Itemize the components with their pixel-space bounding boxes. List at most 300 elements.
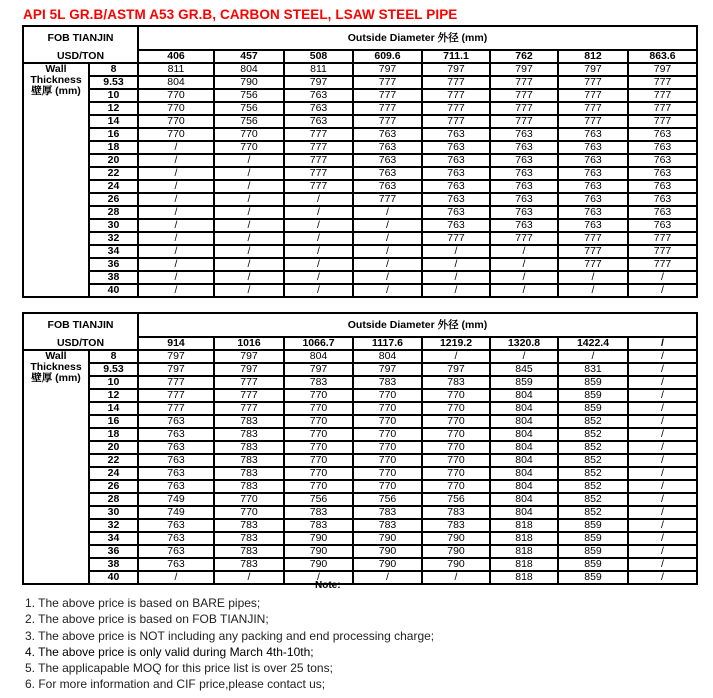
wall-thickness-value: 26 (89, 193, 138, 206)
price-cell: 783 (214, 467, 284, 480)
price-cell: 770 (214, 141, 284, 154)
price-cell: 763 (138, 519, 214, 532)
price-cell: / (353, 571, 422, 584)
price-cell: 763 (628, 193, 697, 206)
price-cell: 756 (284, 493, 353, 506)
diameter-header: 1422.4 (558, 337, 628, 350)
price-cell: 797 (214, 363, 284, 376)
price-cell: 797 (353, 363, 422, 376)
price-cell: 763 (138, 454, 214, 467)
wall-thickness-value: 10 (89, 89, 138, 102)
table-row (23, 376, 697, 389)
price-cell: 783 (214, 441, 284, 454)
table-row (23, 180, 697, 193)
price-cell: 790 (284, 558, 353, 571)
price-cell: / (138, 180, 214, 193)
price-cell: 777 (558, 258, 628, 271)
wall-thickness-value: 36 (89, 258, 138, 271)
price-cell: 818 (490, 558, 558, 571)
table-row (23, 571, 697, 584)
price-cell: 783 (422, 376, 490, 389)
price-cell: 770 (214, 506, 284, 519)
price-cell: 763 (490, 180, 558, 193)
price-cell: 783 (284, 376, 353, 389)
price-cell: / (214, 571, 284, 584)
price-cell: / (214, 284, 284, 297)
table-row (23, 363, 697, 376)
table-row (23, 206, 697, 219)
price-cell: / (138, 271, 214, 284)
price-cell: 811 (138, 63, 214, 76)
price-cell: / (284, 245, 353, 258)
price-cell: 749 (138, 493, 214, 506)
table-row (23, 219, 697, 232)
price-cell: 763 (422, 206, 490, 219)
price-cell: / (628, 441, 697, 454)
price-cell: 790 (353, 545, 422, 558)
wall-thickness-value: 24 (89, 180, 138, 193)
diameter-header: 609.6 (353, 50, 422, 63)
price-cell: 763 (284, 89, 353, 102)
wall-thickness-value: 40 (89, 284, 138, 297)
price-cell: 790 (284, 545, 353, 558)
price-cell: 763 (353, 141, 422, 154)
price-cell: 777 (138, 402, 214, 415)
price-cell: 783 (353, 506, 422, 519)
price-cell: / (490, 258, 558, 271)
price-cell: 777 (422, 89, 490, 102)
table-row (23, 271, 697, 284)
table-row (23, 506, 697, 519)
price-cell: 763 (490, 141, 558, 154)
table-row (23, 558, 697, 571)
price-cell: 770 (422, 467, 490, 480)
price-cell: / (628, 376, 697, 389)
price-cell: 797 (628, 63, 697, 76)
price-cell: 783 (214, 545, 284, 558)
table-row (23, 193, 697, 206)
price-cell: 763 (558, 219, 628, 232)
diameter-header: 914 (138, 337, 214, 350)
wall-thickness-value: 24 (89, 467, 138, 480)
wall-thickness-label-line: Wall (45, 63, 67, 75)
price-table-1 (22, 25, 698, 298)
price-cell: 790 (422, 532, 490, 545)
price-cell: / (422, 245, 490, 258)
note-item: 2. The above price is based on FOB TIANJIN; (25, 612, 269, 627)
currency-label: USD/TON (23, 50, 138, 63)
table-row (23, 284, 697, 297)
price-table-2 (22, 312, 698, 585)
price-cell: 783 (214, 558, 284, 571)
diameter-header: 406 (138, 50, 214, 63)
price-cell: 770 (422, 415, 490, 428)
price-cell: 777 (490, 76, 558, 89)
price-cell: 763 (422, 193, 490, 206)
price-cell: / (628, 271, 697, 284)
wall-thickness-value: 16 (89, 128, 138, 141)
table-row (23, 258, 697, 271)
price-cell: 777 (284, 141, 353, 154)
wall-thickness-value: 32 (89, 232, 138, 245)
price-cell: 770 (214, 128, 284, 141)
price-cell: 777 (490, 232, 558, 245)
price-cell: 790 (353, 532, 422, 545)
price-cell: 859 (558, 402, 628, 415)
price-cell: 777 (353, 193, 422, 206)
price-cell: 763 (490, 206, 558, 219)
price-cell: / (490, 284, 558, 297)
document-title: API 5L GR.B/ASTM A53 GR.B, CARBON STEEL, LSAW STEEL PIPE (23, 7, 458, 22)
price-cell: / (284, 284, 353, 297)
price-cell: 777 (284, 154, 353, 167)
note-item: 5. The applicapable MOQ for this price list is over 25 tons; (25, 661, 333, 676)
price-cell: 783 (214, 480, 284, 493)
wall-thickness-label-line: Thickness (30, 361, 82, 373)
price-cell: 777 (628, 76, 697, 89)
price-cell: 783 (284, 506, 353, 519)
wall-thickness-label (23, 350, 89, 584)
price-cell: 763 (628, 219, 697, 232)
table-row (23, 245, 697, 258)
price-cell: 763 (353, 128, 422, 141)
note-item: 6. For more information and CIF price,please contact us; (25, 677, 326, 692)
wall-thickness-label-line: 壁厚 (mm) (31, 85, 81, 97)
price-cell: 777 (558, 115, 628, 128)
price-cell: 756 (422, 493, 490, 506)
fob-label: FOB TIANJIN (23, 313, 138, 337)
table-row (23, 519, 697, 532)
diameter-header: 1016 (214, 337, 284, 350)
diameter-header: 812 (558, 50, 628, 63)
table-row (23, 467, 697, 480)
table-row (23, 102, 697, 115)
price-cell: 804 (490, 402, 558, 415)
price-cell: 804 (490, 467, 558, 480)
price-cell: / (138, 219, 214, 232)
price-cell: / (628, 284, 697, 297)
price-cell: 852 (558, 467, 628, 480)
price-cell: 783 (214, 428, 284, 441)
price-cell: / (214, 232, 284, 245)
outside-diameter-label: Outside Diameter 外径 (mm) (138, 313, 697, 337)
price-cell: 797 (558, 63, 628, 76)
price-cell: / (284, 219, 353, 232)
note-item: 4. The above price is only valid during March 4th-10th; (25, 644, 314, 659)
price-cell: / (422, 571, 490, 584)
header-row (23, 313, 697, 337)
price-cell: 852 (558, 441, 628, 454)
wall-thickness-value: 12 (89, 102, 138, 115)
price-cell: 777 (353, 115, 422, 128)
price-cell: 859 (558, 532, 628, 545)
wall-thickness-value: 18 (89, 428, 138, 441)
wall-thickness-value: 16 (89, 415, 138, 428)
price-cell: 770 (284, 467, 353, 480)
note-item: 1. The above price is based on BARE pipes; (25, 596, 261, 610)
wall-thickness-value: 34 (89, 532, 138, 545)
price-cell: 763 (353, 180, 422, 193)
table-row (23, 154, 697, 167)
price-cell: / (422, 271, 490, 284)
price-cell: 777 (214, 402, 284, 415)
price-cell: 749 (138, 506, 214, 519)
price-cell: / (628, 467, 697, 480)
price-cell: 804 (138, 76, 214, 89)
diameter-header: 1117.6 (353, 337, 422, 350)
price-cell: 804 (490, 389, 558, 402)
wall-thickness-value: 30 (89, 506, 138, 519)
wall-thickness-value: 9.53 (89, 363, 138, 376)
price-cell: / (214, 180, 284, 193)
price-cell: / (214, 219, 284, 232)
table-row (23, 532, 697, 545)
price-cell: 852 (558, 493, 628, 506)
price-cell: 804 (490, 441, 558, 454)
price-cell: 797 (422, 63, 490, 76)
table-row (23, 493, 697, 506)
table-row (23, 76, 697, 89)
price-cell: / (214, 167, 284, 180)
price-cell: 804 (214, 63, 284, 76)
price-cell: 770 (353, 480, 422, 493)
table-row (23, 441, 697, 454)
price-cell: 797 (284, 76, 353, 89)
table-row (23, 141, 697, 154)
price-cell: 770 (284, 454, 353, 467)
price-cell: 852 (558, 428, 628, 441)
price-cell: / (138, 284, 214, 297)
price-cell: 804 (490, 415, 558, 428)
wall-thickness-value: 8 (89, 350, 138, 363)
price-cell: 763 (138, 532, 214, 545)
price-cell: / (628, 389, 697, 402)
price-cell: 777 (558, 102, 628, 115)
wall-thickness-value: 10 (89, 376, 138, 389)
price-cell: 852 (558, 480, 628, 493)
price-cell: 770 (138, 115, 214, 128)
price-cell: / (214, 258, 284, 271)
price-cell: 804 (353, 350, 422, 363)
price-cell: 804 (490, 506, 558, 519)
price-cell: 763 (558, 141, 628, 154)
price-cell: / (284, 206, 353, 219)
wall-thickness-value: 20 (89, 441, 138, 454)
wall-thickness-value: 12 (89, 389, 138, 402)
price-cell: 763 (558, 206, 628, 219)
price-cell: 777 (353, 76, 422, 89)
price-cell: 763 (628, 154, 697, 167)
price-cell: 763 (558, 180, 628, 193)
table-row (23, 545, 697, 558)
price-cell: 783 (214, 415, 284, 428)
price-cell: 777 (490, 89, 558, 102)
price-cell: 770 (353, 428, 422, 441)
price-cell: / (628, 363, 697, 376)
table-row (23, 428, 697, 441)
wall-thickness-value: 38 (89, 558, 138, 571)
price-cell: / (353, 258, 422, 271)
price-cell: 763 (422, 180, 490, 193)
price-cell: 770 (284, 480, 353, 493)
price-cell: 770 (353, 467, 422, 480)
diameter-header: 1320.8 (490, 337, 558, 350)
price-cell: 777 (284, 180, 353, 193)
price-cell: 763 (353, 167, 422, 180)
price-cell: 790 (284, 532, 353, 545)
price-cell: 763 (628, 180, 697, 193)
price-cell: 777 (628, 102, 697, 115)
price-cell: 763 (138, 415, 214, 428)
price-cell: 777 (422, 115, 490, 128)
price-cell: / (138, 206, 214, 219)
price-cell: / (422, 258, 490, 271)
price-cell: 777 (628, 115, 697, 128)
wall-thickness-label-line: Wall (45, 350, 67, 362)
table-row (23, 63, 697, 76)
price-cell: / (138, 167, 214, 180)
price-cell: 859 (490, 376, 558, 389)
price-cell: / (138, 245, 214, 258)
price-cell: 770 (284, 389, 353, 402)
table-row (23, 115, 697, 128)
wall-thickness-value: 14 (89, 402, 138, 415)
price-cell: 763 (422, 128, 490, 141)
price-cell: 783 (284, 519, 353, 532)
price-cell: 763 (138, 480, 214, 493)
price-cell: / (138, 258, 214, 271)
price-cell: / (490, 271, 558, 284)
price-cell: 763 (490, 167, 558, 180)
price-cell: 859 (558, 389, 628, 402)
price-cell: 756 (214, 89, 284, 102)
price-cell: 770 (422, 389, 490, 402)
price-cell: 797 (284, 363, 353, 376)
price-cell: 859 (558, 571, 628, 584)
wall-thickness-value: 34 (89, 245, 138, 258)
price-cell: 770 (284, 441, 353, 454)
price-cell: 770 (422, 454, 490, 467)
price-cell: 790 (353, 558, 422, 571)
price-cell: 797 (353, 63, 422, 76)
wall-thickness-label-line: Thickness (30, 74, 82, 86)
price-cell: 763 (353, 154, 422, 167)
price-cell: 770 (138, 128, 214, 141)
price-cell: 763 (284, 115, 353, 128)
price-cell: 763 (138, 545, 214, 558)
price-cell: / (628, 480, 697, 493)
price-cell: 797 (138, 350, 214, 363)
price-cell: 783 (353, 376, 422, 389)
price-cell: / (558, 271, 628, 284)
diameter-header: 1219.2 (422, 337, 490, 350)
price-cell: 763 (138, 558, 214, 571)
price-cell: 777 (353, 89, 422, 102)
outside-diameter-label: Outside Diameter 外径 (mm) (138, 26, 697, 50)
price-cell: 783 (214, 519, 284, 532)
price-cell: 763 (422, 219, 490, 232)
price-cell: / (214, 271, 284, 284)
price-cell: 790 (214, 76, 284, 89)
price-cell: 770 (284, 428, 353, 441)
price-cell: 818 (490, 532, 558, 545)
price-cell: 818 (490, 545, 558, 558)
price-cell: 777 (558, 89, 628, 102)
price-cell: / (422, 350, 490, 363)
wall-thickness-value: 28 (89, 206, 138, 219)
diameter-row (23, 50, 697, 63)
price-cell: 763 (628, 206, 697, 219)
diameter-header: 711.1 (422, 50, 490, 63)
price-cell: 783 (353, 519, 422, 532)
price-cell: 797 (138, 363, 214, 376)
price-cell: / (138, 571, 214, 584)
price-cell: 777 (628, 245, 697, 258)
wall-thickness-label-line: 壁厚 (mm) (31, 372, 81, 384)
fob-label: FOB TIANJIN (23, 26, 138, 50)
wall-thickness-value: 22 (89, 454, 138, 467)
price-cell: 763 (138, 467, 214, 480)
price-cell: 777 (138, 389, 214, 402)
price-cell: 777 (214, 389, 284, 402)
price-cell: 831 (558, 363, 628, 376)
price-cell: 804 (490, 428, 558, 441)
table-row (23, 415, 697, 428)
wall-thickness-value: 22 (89, 167, 138, 180)
price-cell: / (284, 232, 353, 245)
table-row (23, 232, 697, 245)
price-cell: 770 (353, 454, 422, 467)
price-cell: 763 (422, 167, 490, 180)
price-cell: / (490, 350, 558, 363)
price-cell: 777 (490, 102, 558, 115)
price-cell: 790 (422, 545, 490, 558)
price-cell: / (284, 193, 353, 206)
price-cell: 777 (353, 102, 422, 115)
price-cell: / (284, 571, 353, 584)
price-cell: / (628, 558, 697, 571)
price-cell: 756 (353, 493, 422, 506)
wall-thickness-value: 28 (89, 493, 138, 506)
price-cell: 777 (558, 232, 628, 245)
notes-list (25, 595, 434, 693)
price-cell: 770 (422, 428, 490, 441)
price-cell: 804 (490, 454, 558, 467)
price-cell: / (353, 206, 422, 219)
wall-thickness-value: 26 (89, 480, 138, 493)
price-cell: 770 (284, 402, 353, 415)
price-cell: / (490, 245, 558, 258)
price-cell: / (628, 519, 697, 532)
price-cell: 811 (284, 63, 353, 76)
price-cell: 797 (214, 350, 284, 363)
price-cell: 777 (284, 167, 353, 180)
wall-thickness-value: 18 (89, 141, 138, 154)
price-cell: / (628, 506, 697, 519)
table-row (23, 167, 697, 180)
price-cell: 770 (138, 102, 214, 115)
price-cell: / (628, 493, 697, 506)
price-cell: / (628, 571, 697, 584)
price-cell: / (628, 545, 697, 558)
table-row (23, 480, 697, 493)
diameter-header: 762 (490, 50, 558, 63)
diameter-header: 1066.7 (284, 337, 353, 350)
table-row (23, 402, 697, 415)
price-cell: 783 (422, 519, 490, 532)
price-cell: 756 (214, 102, 284, 115)
price-cell: 818 (490, 519, 558, 532)
